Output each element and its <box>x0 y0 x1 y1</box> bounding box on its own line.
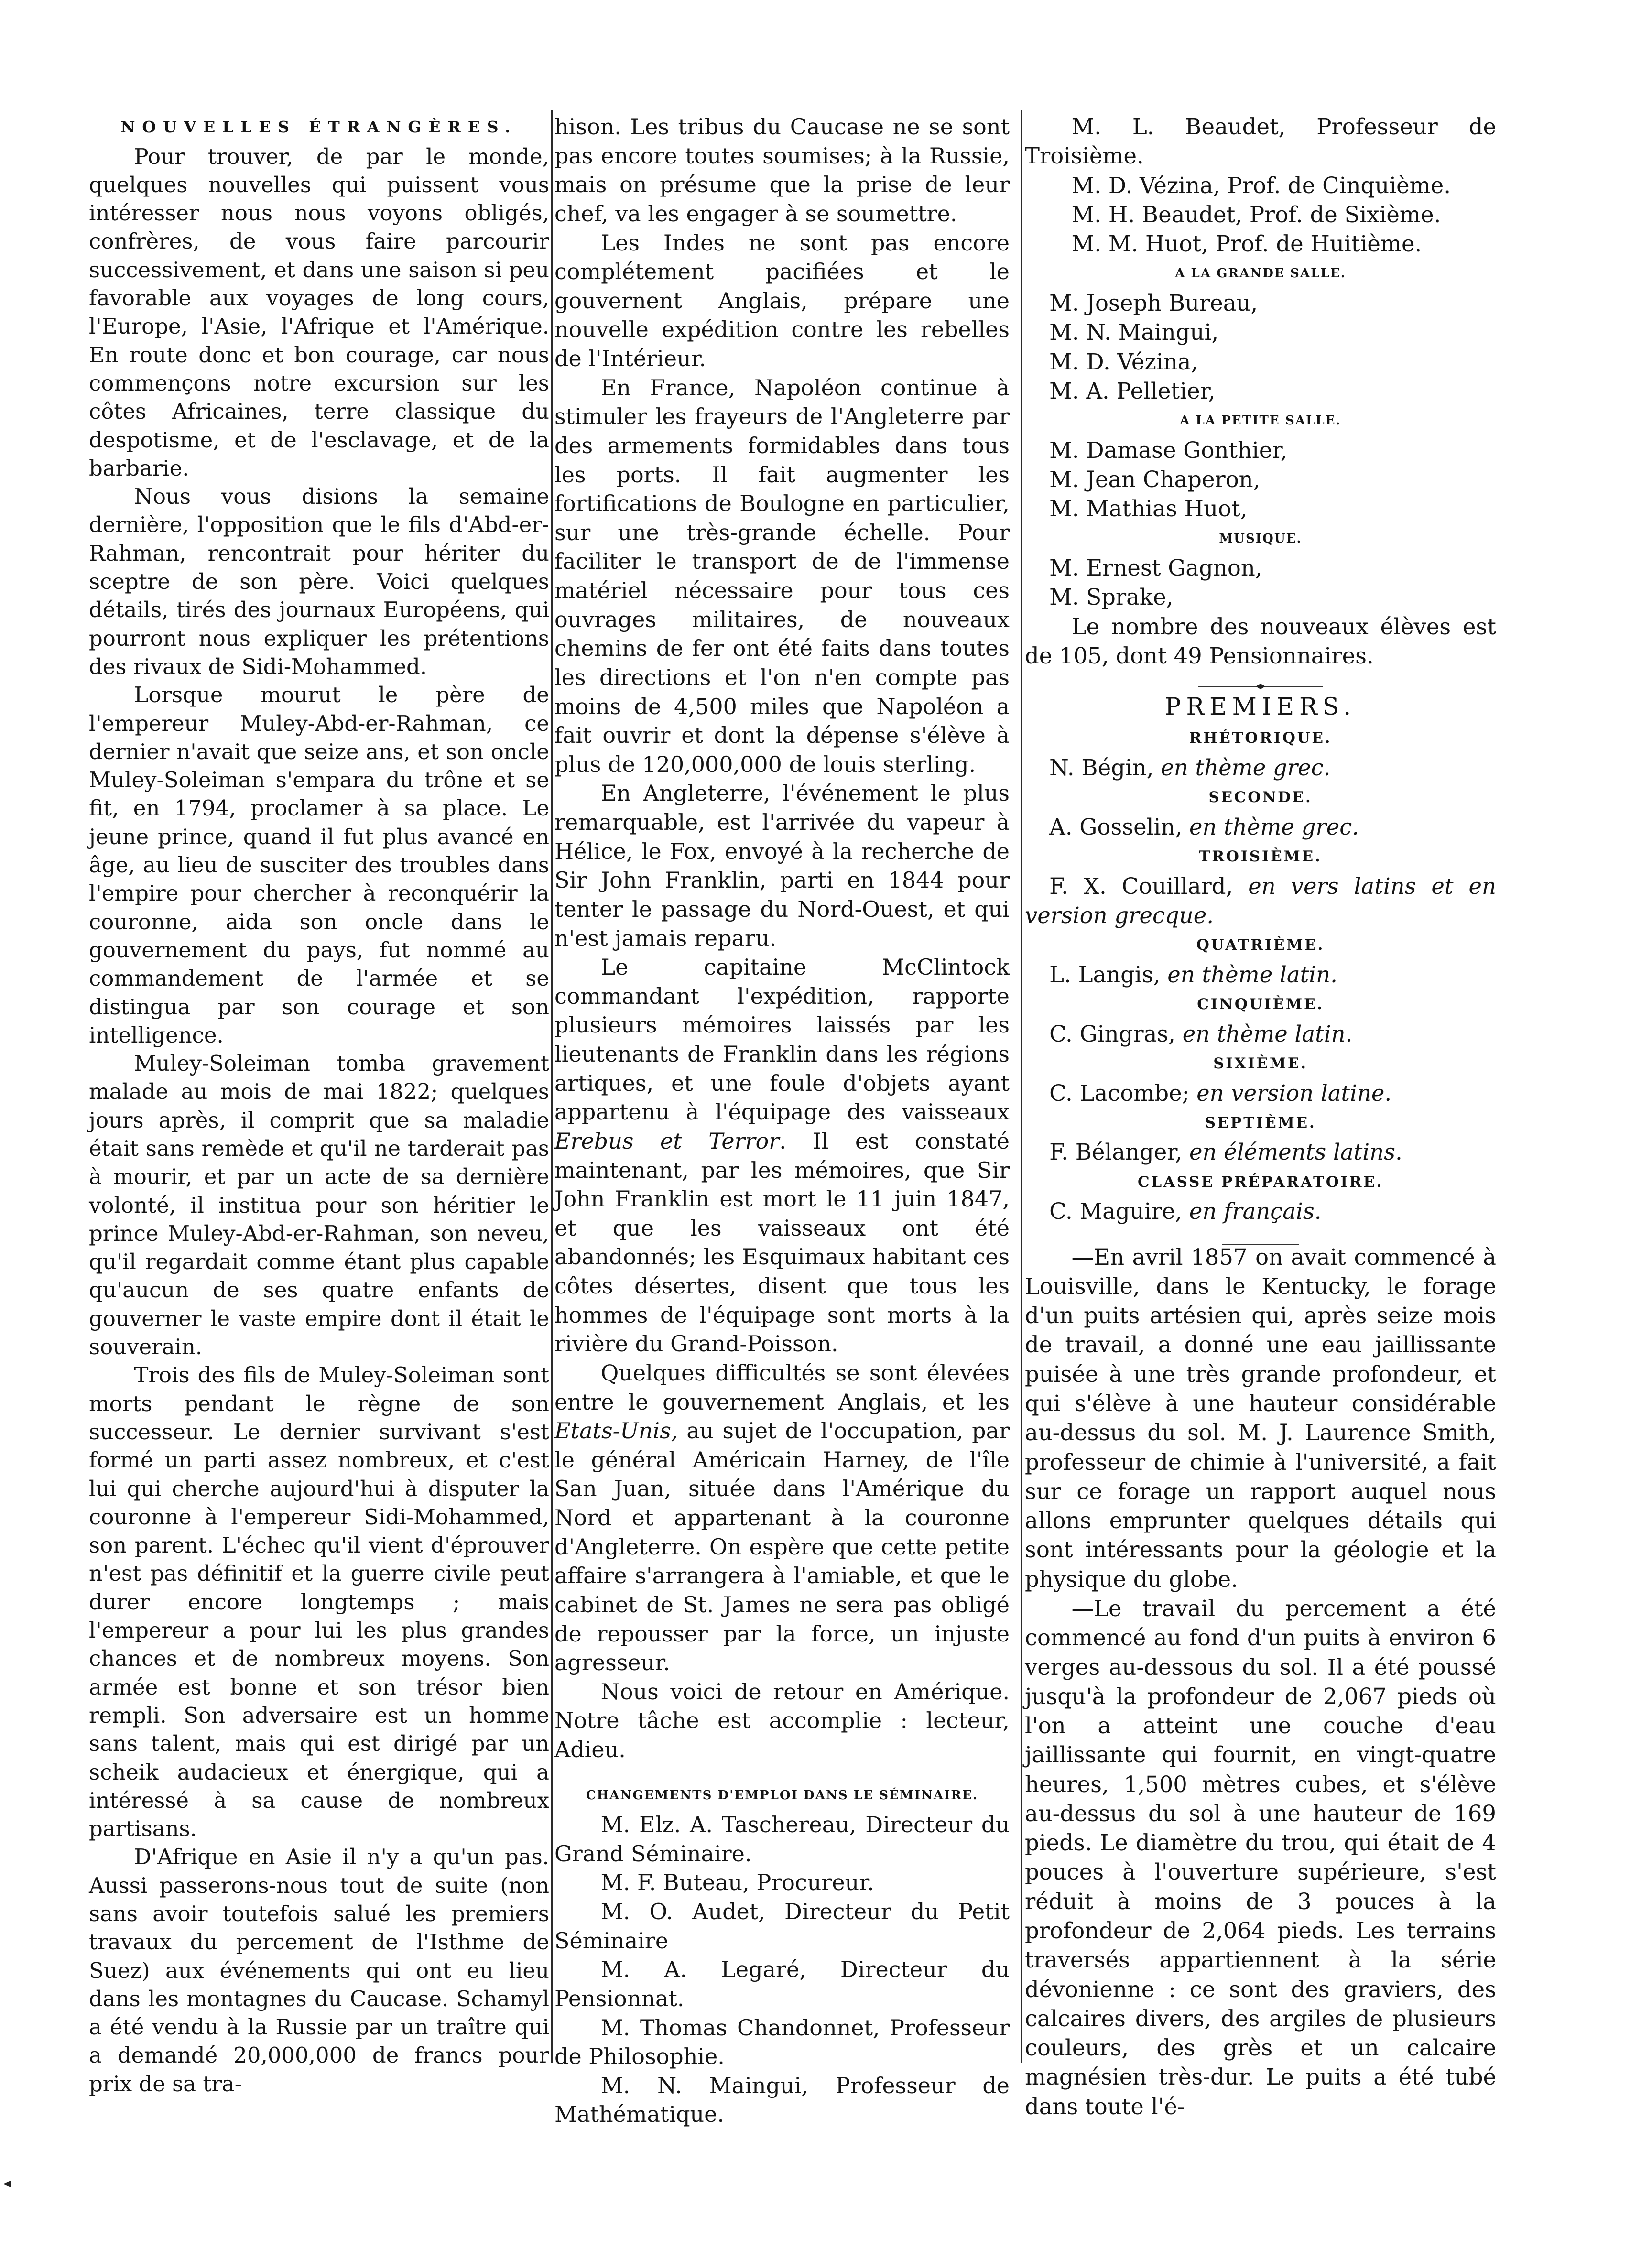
paragraph: Muley-Soleiman tomba gravement malade au mois de mai 1822; quelques jours après, il comprit que sa maladie était sans remède et qu'il ne tarderait pas à mourir, et par un acte de sa dernière volonté, il institua pour son héritier le prince Muley-Abd-er-Rahman, son neveu, qu'il regardait comme étant plus capable qu'aucun de ses quatre enfants de gouverner le vaste empire dont il était le souverain. <box>89 1051 549 1360</box>
paragraph: D'Afrique en Asie il n'y a qu'un pas. Aussi passerons-nous tout de suite (non sans avoir toutefois salué les premiers travaux du percement de l'Isthme de Suez) aux événements qui ont eu lieu dans les montagnes du Caucase. Schamyl a été vendu à la Russie par un traître qui a demandé 20,000,000 de francs pour prix de sa tra- <box>89 1844 549 2097</box>
change-entry: M. A. Legaré, Directeur du Pensionnat. <box>554 1956 1010 2011</box>
change-entry: M. F. Buteau, Procureur. <box>600 1869 874 1896</box>
new-students-note: Le nombre des nouveaux élèves est de 105, dont 49 Pensionnaires. <box>1025 613 1496 669</box>
grande-salle-entry: M. N. Maingui, <box>1049 319 1219 346</box>
professor-entry: M. H. Beaudet, Prof. de Sixième. <box>1071 201 1441 228</box>
etats-unis: Etats-Unis, <box>554 1418 678 1444</box>
class-label: SEPTIÈME. <box>1205 1114 1316 1131</box>
class-label: QUATRIÈME. <box>1196 936 1325 954</box>
premier-entry: L. Langis, en thème latin. <box>1049 961 1337 988</box>
premier-entry: C. Lacombe; en version latine. <box>1049 1080 1392 1106</box>
separator-line <box>554 1771 1010 1781</box>
premiers-heading: PREMIERS. <box>1164 693 1357 721</box>
artesian-paragraph: —En avril 1857 on avait commencé à Louisville, dans le Kentucky, le forage d'un puits artésien qui, après seize mois de travail, a donné une eau jaillissante puisée à une très grande profondeur, et qui s'élève à une hauteur considérable au-dessus du sol. M. J. Laurence Smith, professeur de chimie à l'université, a fait sur ce forage un rapport auquel nous allons emprunter quelques détails qui sont intéressants pour la géologie et la physique du globe. <box>1025 1244 1496 1592</box>
musique-heading: MUSIQUE. <box>1219 531 1302 546</box>
paragraph: En France, Napoléon continue à stimuler les frayeurs de l'Angleterre par des armements formidables dans tous les ports. Il fait augmenter les fortifications de Boulogne en particulier, sur une très-grande échelle. Pour faciliter le transport de de l'immense matériel nécessaire pour tous ces ouvrages militaires, de nouveaux chemins de fer ont été faits dans toutes les directions et l'on n'en compte pas moins de 4,500 miles que Napoléon a fait ouvrir et dont la dépense s'élève à plus de 120,000,000 de louis sterling. <box>554 374 1010 777</box>
changes-heading: CHANGEMENTS D'EMPLOI DANS LE SÉMINAIRE. <box>586 1788 978 1803</box>
grande-salle-entry: M. A. Pelletier, <box>1049 378 1216 404</box>
paragraph-mcclintock: Le capitaine McClintock commandant l'expédition, rapporte plusieurs mémoires laissés par les lieutenants de Franklin dans les régions artiques, et une foule d'objets ayant appartenu à l'équipage des vaisseaux Erebus et Terror. Il est constaté maintenant, par les mémoires, que Sir John Franklin est mort le 11 juin 1847, et que les vaisseaux ont été abandonnés; les Esquimaux habitant ces côtes désertes, disent que tous les hommes de l'équipage sont morts à la rivière du Grand-Poisson. <box>554 954 1010 1357</box>
grande-salle-entry: M. D. Vézina, <box>1049 348 1198 375</box>
change-entry: M. Thomas Chandonnet, Professeur de Philosophie. <box>554 2014 1010 2070</box>
column-1 <box>89 112 549 2098</box>
petite-salle-entry: M. Mathias Huot, <box>1049 496 1248 522</box>
musique-entry: M. Ernest Gagnon, <box>1049 555 1262 581</box>
premier-entry: C. Maguire, en français. <box>1049 1198 1322 1225</box>
professor-entry: M. D. Vézina, Prof. de Cinquième. <box>1071 172 1451 198</box>
class-label: RHÉTORIQUE. <box>1189 729 1332 747</box>
column-3 <box>1025 112 1496 2121</box>
class-label: TROISIÈME. <box>1199 848 1322 866</box>
separator-line <box>1025 1233 1496 1243</box>
paragraph: Nous vous disions la semaine dernière, l'opposition que le fils d'Abd-er-Rahman, rencontrait pour hériter du sceptre de son père. Voici quelques détails, tirés des journaux Européens, qui pourront nous expliquer les prétentions des rivaux de Sidi-Mohammed. <box>89 484 549 679</box>
column-2 <box>554 112 1010 2129</box>
premier-entry: C. Gingras, en thème latin. <box>1049 1021 1353 1047</box>
artesian-paragraph: —Le travail du percement a été commencé au fond d'un puits à environ 6 verges au-dessous du sol. Il a été poussé jusqu'à la profondeur de 2,067 pieds où l'on a atteint une couche d'eau jaillissante qui fournit, en vingt-quatre heures, 1,500 mètres cubes, et s'élève au-dessus du sol à une hauteur de 169 pieds. Le diamètre du trou, qui était de 4 pouces à l'ouverture supérieure, s'est réduit à moins de 3 pouces à la profondeur de 2,064 pieds. Les terrains traversés appartiennent à la série dévonienne : ce sont des graviers, des calcaires divers, des argiles de plusieurs couleurs, des grès et un calcaire magnésien très-dur. Le puits a été tubé dans toute l'é- <box>1025 1595 1496 2119</box>
change-entry: M. N. Maingui, Professeur de Mathématique. <box>554 2072 1010 2128</box>
paragraph-closing: Nous voici de retour en Amérique. Notre tâche est accomplie : lecteur, Adieu. <box>554 1678 1010 1762</box>
class-label: CLASSE PRÉPARATOIRE. <box>1137 1173 1384 1191</box>
professor-entry: M. M. Huot, Prof. de Huitième. <box>1071 231 1422 257</box>
section-heading-nouvelles: NOUVELLES ÉTRANGÈRES. <box>120 118 518 136</box>
paragraph: hison. Les tribus du Caucase ne se sont pas encore toutes soumises; à la Russie, mais on présume que la prise de leur chef, va les engager à se soumettre. <box>554 114 1010 227</box>
ship-names: Erebus et Terror <box>554 1128 780 1154</box>
paragraph: Trois des fils de Muley-Soleiman sont morts pendant le règne de son successeur. Le dernier survivant s'est formé un parti assez nombreux, et c'est lui qui cherche aujourd'hui à disputer la couronne à l'empereur Sidi-Mohammed, son parent. L'échec qu'il vient d'éprouver n'est pas définitif et la guerre civile peut durer encore longtemps ; mais l'empereur a pour lui les plus grandes chances et de nombreux moyens. Son armée est bonne et son trésor bien rempli. Son adversaire est un homme sans talent, mais qui est dirigé par un scheik audacieux et énergique, qui a intéressé à sa cause de nombreux partisans. <box>89 1362 549 1842</box>
premier-entry: F. X. Couillard, en vers latins et en version grecque. <box>1025 873 1497 928</box>
change-entry: M. O. Audet, Directeur du Petit Séminaire <box>554 1899 1010 1954</box>
grande-salle-heading: A LA GRANDE SALLE. <box>1175 266 1346 281</box>
petite-salle-heading: A LA PETITE SALLE. <box>1180 413 1341 428</box>
column-rule-left <box>551 110 553 2063</box>
premier-entry: N. Bégin, en thème grec. <box>1049 754 1331 781</box>
musique-entry: M. Sprake, <box>1049 584 1174 610</box>
class-label: CINQUIÈME. <box>1197 996 1324 1013</box>
ornament-divider <box>1025 677 1496 687</box>
class-label: SIXIÈME. <box>1213 1054 1308 1072</box>
grande-salle-entry: M. Joseph Bureau, <box>1049 290 1258 316</box>
petite-salle-entry: M. Damase Gonthier, <box>1049 437 1288 463</box>
margin-mark-icon <box>3 2181 11 2187</box>
paragraph: En Angleterre, l'événement le plus remarquable, est l'arrivée du vapeur à Hélice, le Fox, envoyé à la recherche de Sir John Franklin, parti en 1844 pour tenter le passage du Nord-Ouest, et qui n'est jamais reparu. <box>554 780 1010 951</box>
class-label: SECONDE. <box>1208 789 1313 806</box>
professor-entry: M. L. Beaudet, Professeur de Troisième. <box>1025 114 1496 169</box>
column-rule-right <box>1021 110 1022 2063</box>
paragraph-harney: Quelques difficultés se sont élevées entre le gouvernement Anglais, et les Etats-Unis, au sujet de l'occupation, par le général Américain Harney, de l'île San Juan, située dans l'Amérique du Nord et appartenant à la couronne d'Angleterre. On espère que cette petite affaire s'arrangera à l'amiable, et que le cabinet de St. James ne sera pas obligé de repousser par la force, un injuste agresseur. <box>554 1359 1010 1676</box>
paragraph: Lorsque mourut le père de l'empereur Muley-Abd-er-Rahman, ce dernier n'avait que seize ans, et son oncle Muley-Soleiman s'empara du trône et se fit, en 1794, proclamer à sa place. Le jeune prince, quand il fut plus avancé en âge, au lieu de susciter des troubles dans l'empire pour chercher à reconquérir la couronne, aida son oncle dans le gouvernement du pays, fut nommé au commandement de l'armée et se distingua par son courage et son intelligence. <box>89 682 549 1048</box>
paragraph: Pour trouver, de par le monde, quelques nouvelles qui puissent vous intéresser nous nous voyons obligés, confrères, de vous faire parcourir successivement, et dans une saison si peu favorable aux voyages de long cours, l'Europe, l'Asie, l'Afrique et l'Amérique. En route donc et bon courage, car nous commençons notre excursion sur les côtes Africaines, terre classique du despotisme, et de l'esclavage, et de la barbarie. <box>89 143 549 481</box>
paragraph: Les Indes ne sont pas encore complétement pacifiées et le gouvernent Anglais, prépare une nouvelle expédition contre les rebelles de l'Intérieur. <box>554 229 1010 371</box>
premier-entry: A. Gosselin, en thème grec. <box>1049 814 1359 840</box>
premier-entry: F. Bélanger, en éléments latins. <box>1049 1139 1402 1165</box>
change-entry: M. Elz. A. Taschereau, Directeur du Grand Séminaire. <box>554 1812 1010 1867</box>
petite-salle-entry: M. Jean Chaperon, <box>1049 467 1261 492</box>
